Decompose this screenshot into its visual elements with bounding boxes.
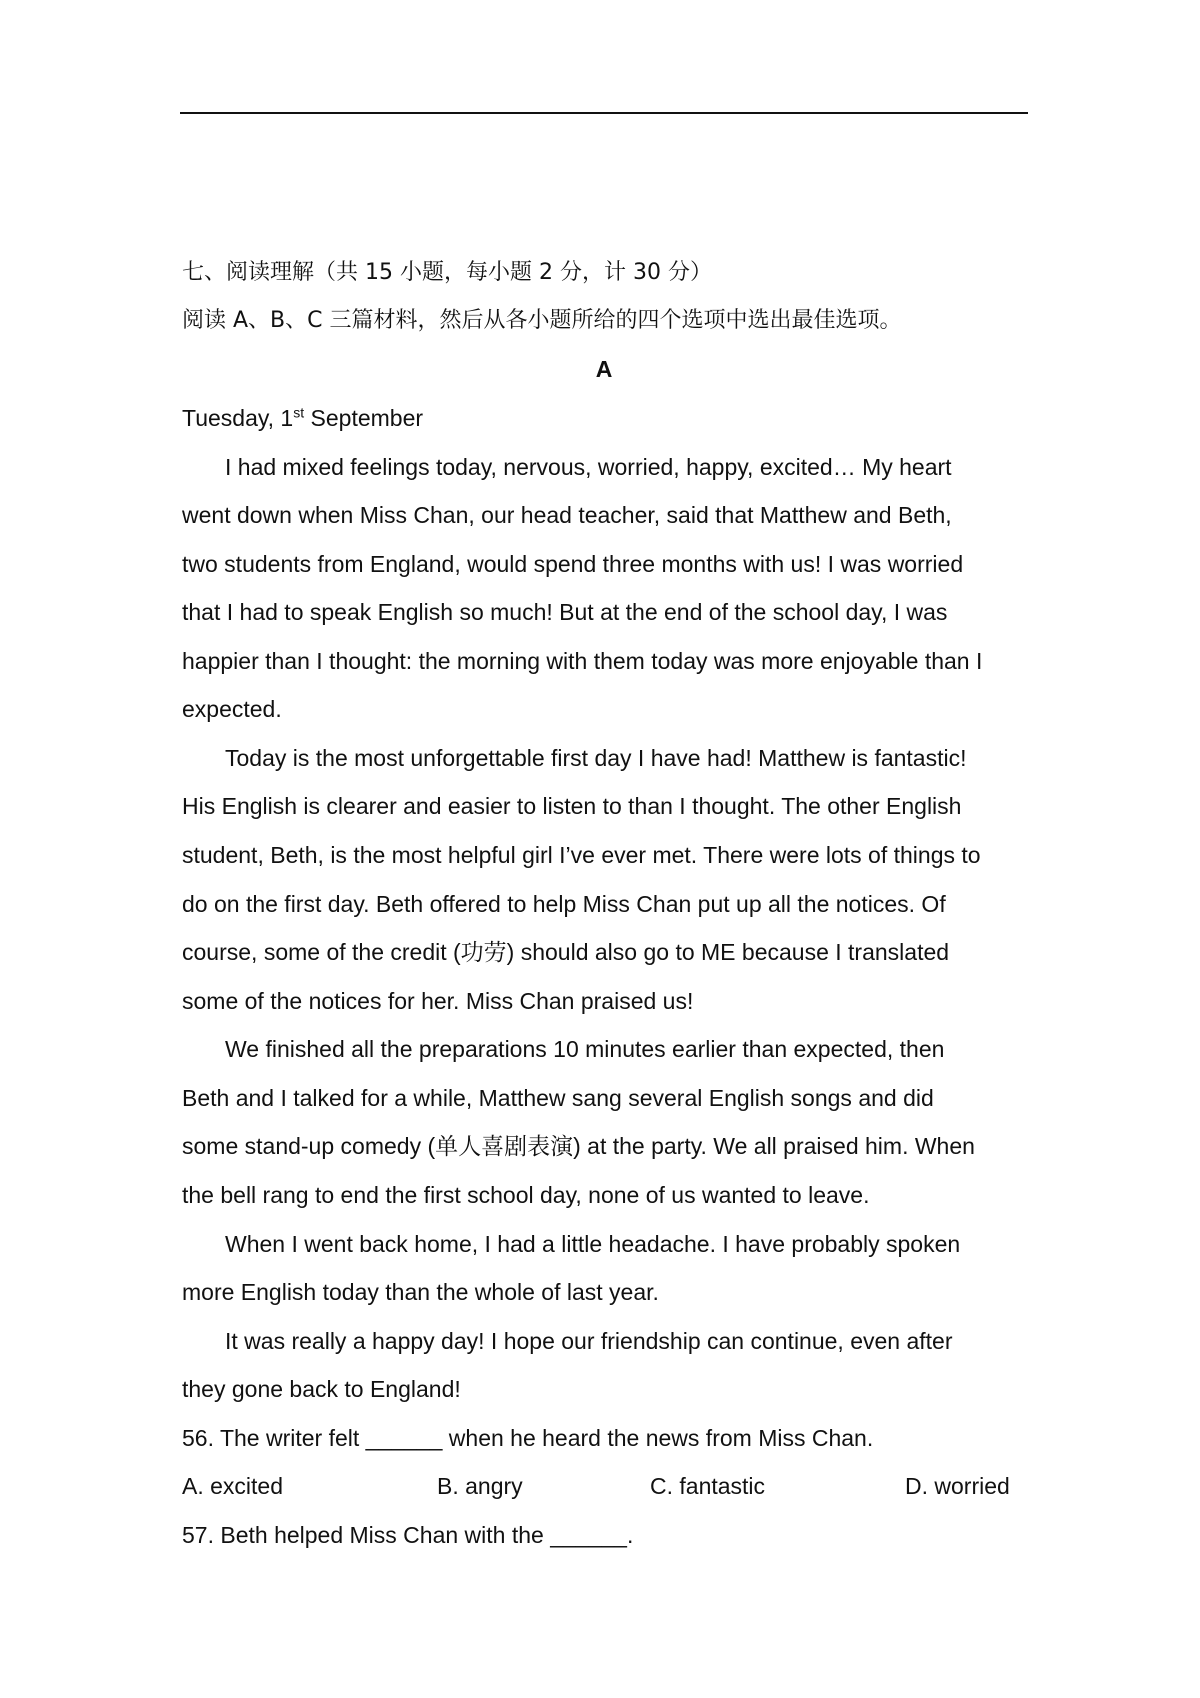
- passage-date: [182, 403, 423, 433]
- paragraph-line: When I went back home, I had a little headache. I have probably spoken: [225, 1231, 961, 1257]
- paragraph-line: course, some of the credit (功劳) should also go to ME because I translated: [182, 939, 950, 965]
- paragraph-line: they gone back to England!: [182, 1376, 461, 1402]
- section-instruction: 阅读 A、B、C 三篇材料，然后从各小题所给的四个选项中选出最佳选项。: [182, 308, 902, 333]
- question-56-option-c: C. fantastic: [650, 1473, 766, 1499]
- date-prefix: Tuesday, 1: [182, 405, 294, 431]
- paragraph-line: His English is clearer and easier to listen to than I thought. The other English: [182, 793, 962, 819]
- top-rule: [180, 112, 1028, 114]
- paragraph-line: Beth and I talked for a while, Matthew sang several English songs and did: [182, 1085, 934, 1111]
- paragraph-line: some stand-up comedy (单人喜剧表演) at the party. We all praised him. When: [182, 1133, 975, 1159]
- paragraph-line: It was really a happy day! I hope our friendship can continue, even after: [225, 1328, 953, 1354]
- question-56-option-d: D. worried: [905, 1473, 1010, 1499]
- paragraph-line: more English today than the whole of last year.: [182, 1279, 659, 1305]
- passage-label: A: [595, 356, 613, 382]
- question-57-stem: 57. Beth helped Miss Chan with the ______.: [182, 1522, 634, 1548]
- date-suffix: September: [304, 405, 424, 431]
- paragraph-line: Today is the most unforgettable first day I have had! Matthew is fantastic!: [225, 745, 967, 771]
- section-heading: 七、阅读理解（共 15 小题，每小题 2 分，计 30 分）: [182, 260, 712, 285]
- paragraph-line: We finished all the preparations 10 minutes earlier than expected, then: [225, 1036, 945, 1062]
- paragraph-line: two students from England, would spend three months with us! I was worried: [182, 551, 964, 577]
- paragraph-line: do on the first day. Beth offered to help Miss Chan put up all the notices. Of: [182, 891, 946, 917]
- date-superscript: st: [293, 404, 305, 421]
- question-56-option-a: A. excited: [182, 1473, 283, 1499]
- paragraph-line: the bell rang to end the first school day, none of us wanted to leave.: [182, 1182, 870, 1208]
- paragraph-line: student, Beth, is the most helpful girl I’ve ever met. There were lots of things to: [182, 842, 981, 868]
- question-56-option-b: B. angry: [437, 1473, 523, 1499]
- paragraph-line: I had mixed feelings today, nervous, worried, happy, excited… My heart: [225, 454, 952, 480]
- paragraph-line: went down when Miss Chan, our head teacher, said that Matthew and Beth,: [182, 502, 952, 528]
- paragraph-line: expected.: [182, 696, 282, 722]
- paragraph-line: some of the notices for her. Miss Chan praised us!: [182, 988, 694, 1014]
- question-56-stem: 56. The writer felt ______ when he heard the news from Miss Chan.: [182, 1425, 874, 1451]
- paragraph-line: happier than I thought: the morning with them today was more enjoyable than I: [182, 648, 983, 674]
- paragraph-line: that I had to speak English so much! But at the end of the school day, I was: [182, 599, 948, 625]
